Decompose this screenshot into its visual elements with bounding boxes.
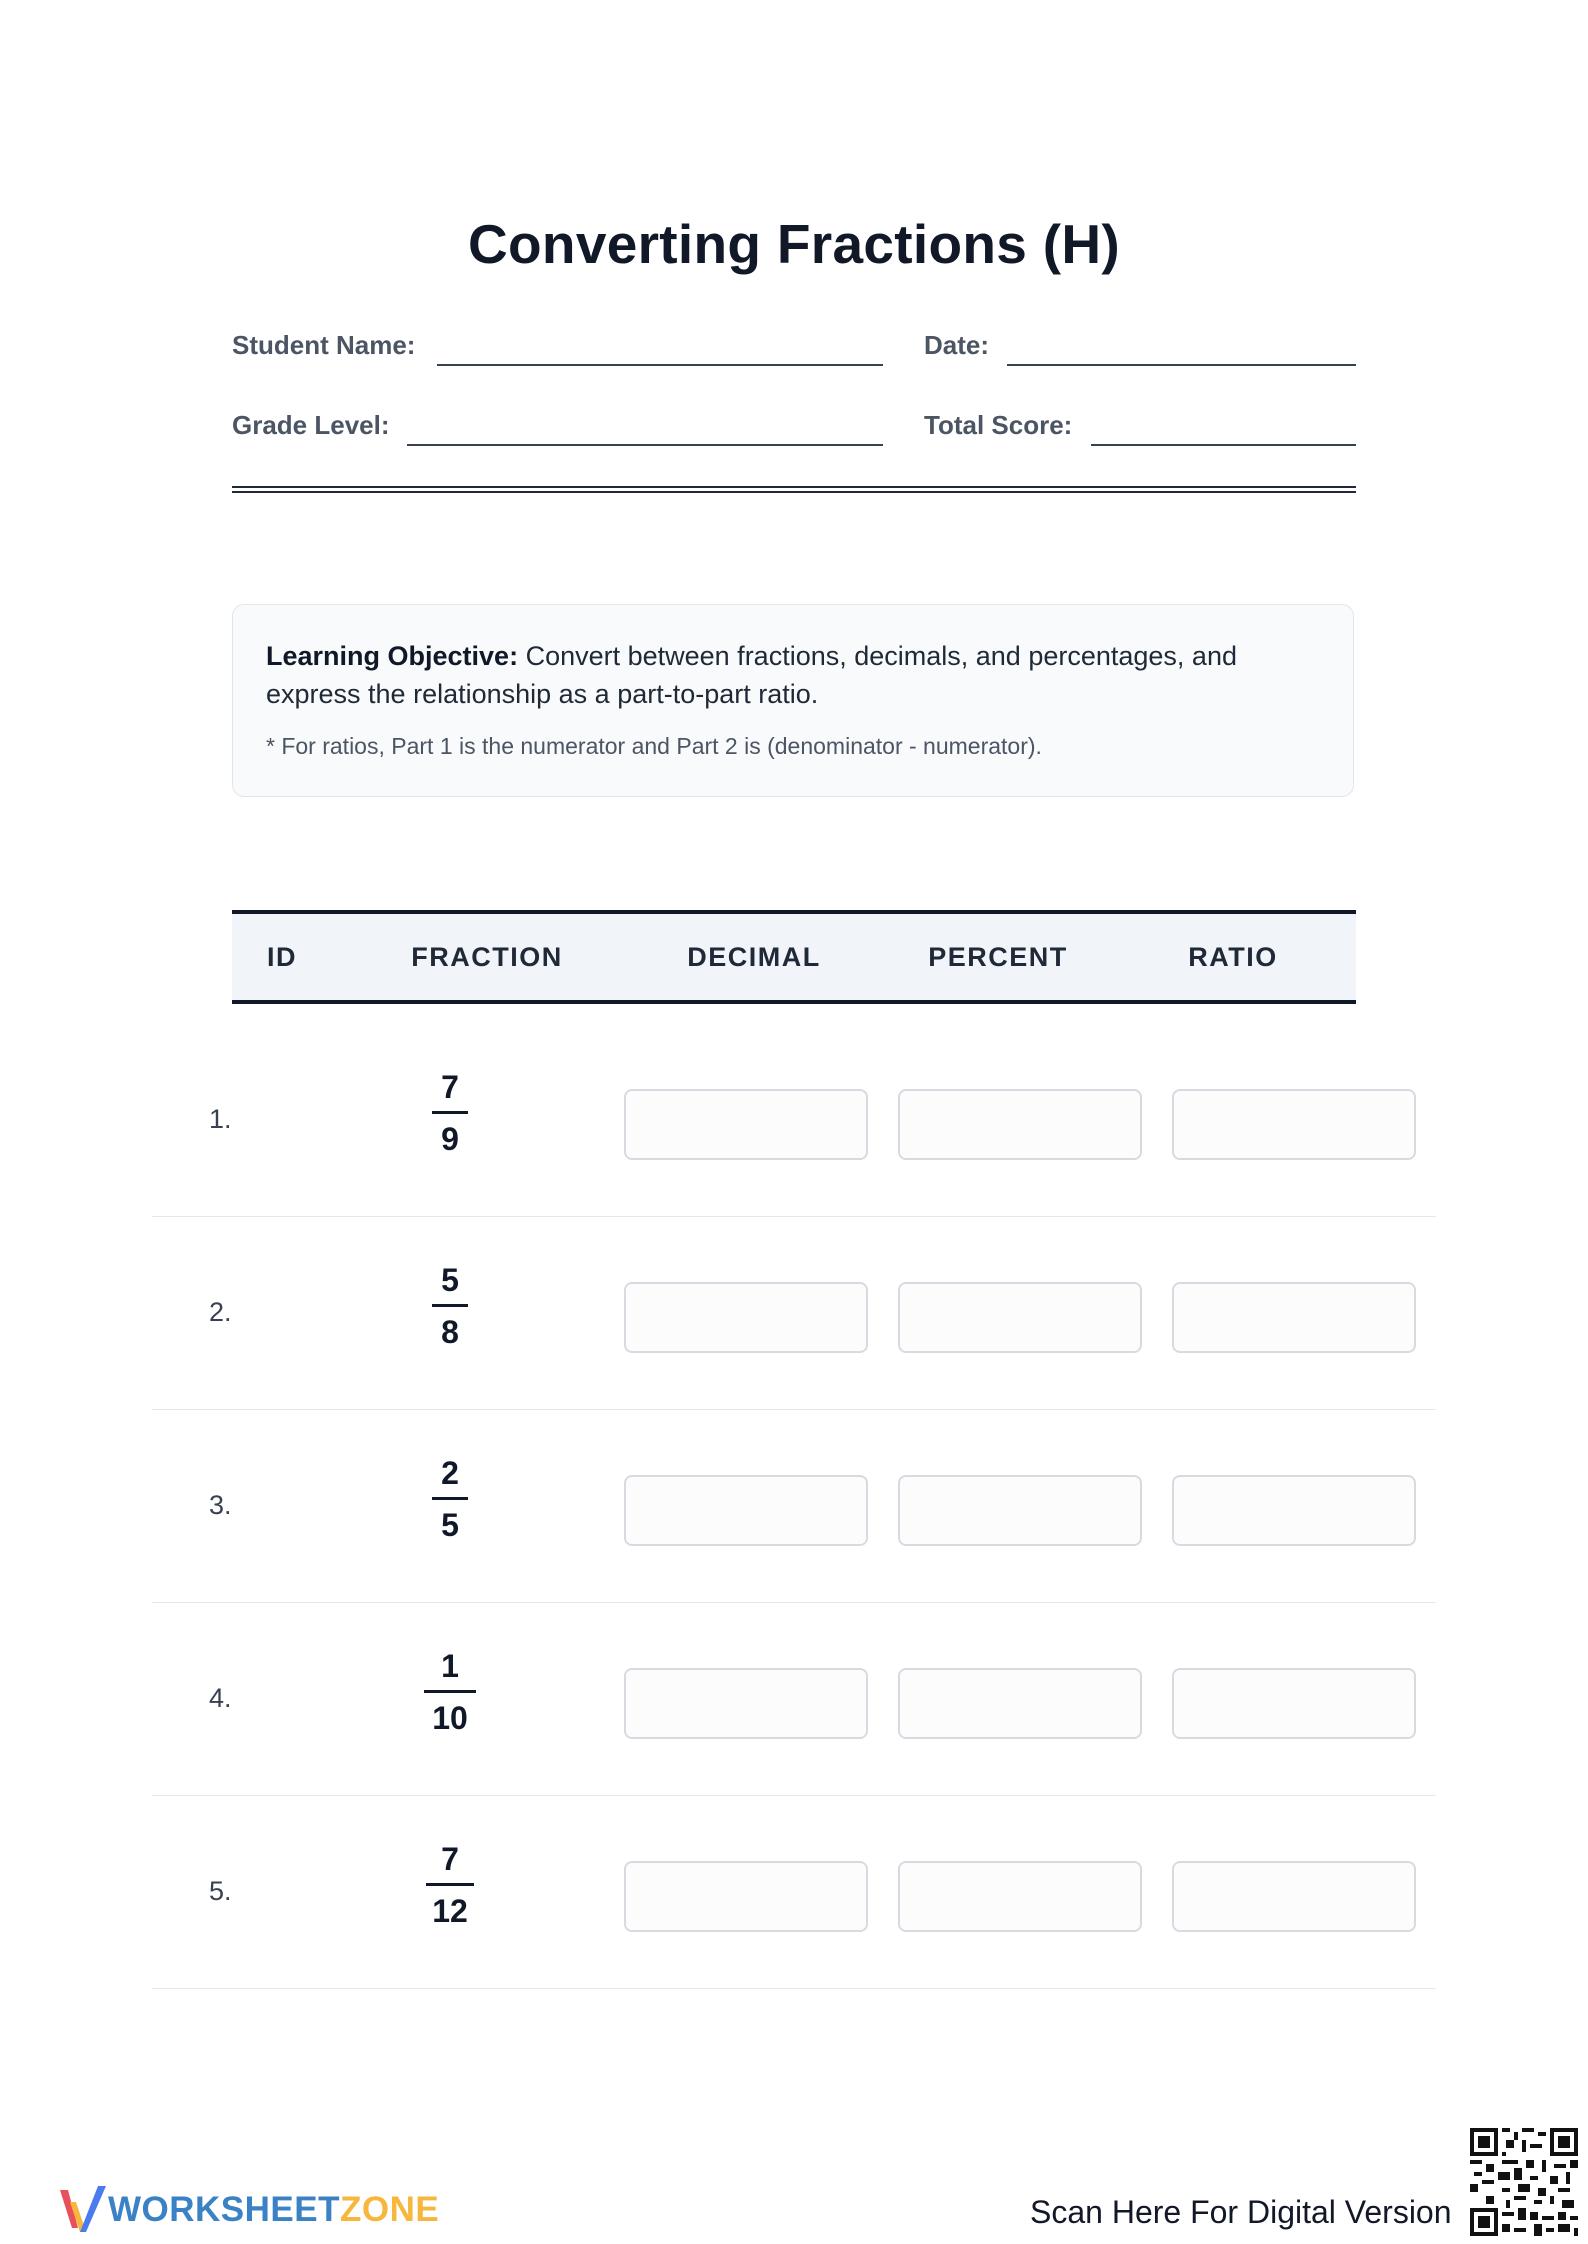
ratio-answer-box[interactable] — [1172, 1861, 1416, 1932]
decimal-answer-box[interactable] — [624, 1089, 868, 1160]
ratio-answer-box[interactable] — [1172, 1089, 1416, 1160]
objective-note: * For ratios, Part 1 is the numerator and Part 2 is (denominator - numerator). — [266, 733, 1042, 759]
fraction-bar — [424, 1690, 476, 1693]
decimal-answer-box[interactable] — [624, 1282, 868, 1353]
grade-level-line[interactable] — [407, 444, 883, 446]
row-id: 2. — [209, 1297, 232, 1327]
fraction-bar — [426, 1883, 474, 1886]
qr-code-icon[interactable] — [1470, 2128, 1578, 2236]
total-score-label: Total Score: — [924, 410, 1073, 440]
header-decimal: DECIMAL — [687, 942, 821, 972]
fraction-numerator: 7 — [441, 1841, 459, 1877]
ratio-answer-box[interactable] — [1172, 1282, 1416, 1353]
row-id: 1. — [209, 1104, 232, 1134]
student-name-label: Student Name: — [232, 330, 416, 360]
percent-answer-box[interactable] — [898, 1861, 1142, 1932]
learning-objective-box — [232, 604, 1354, 797]
objective-label: Learning Objective: — [266, 641, 519, 671]
decimal-answer-box[interactable] — [624, 1475, 868, 1546]
scan-instruction: Scan Here For Digital Version — [1030, 2194, 1452, 2230]
fraction-denominator: 12 — [432, 1893, 468, 1929]
table-row — [152, 1217, 1436, 1410]
header-divider — [232, 486, 1356, 493]
fraction-numerator: 7 — [441, 1069, 459, 1105]
fraction-bar — [432, 1111, 468, 1114]
fraction — [400, 1452, 500, 1546]
row-id: 5. — [209, 1876, 232, 1906]
header-id: ID — [267, 942, 297, 972]
page-title: Converting Fractions (H) — [468, 213, 1120, 275]
objective-body: Convert between fractions, decimals, and percentages, and express the relationship as a part-to-part ratio. — [266, 641, 1237, 709]
row-id: 4. — [209, 1683, 232, 1713]
worksheetzone-logo-icon — [58, 2182, 110, 2236]
ratio-answer-box[interactable] — [1172, 1668, 1416, 1739]
fraction-bar — [432, 1497, 468, 1500]
fraction-denominator: 8 — [441, 1314, 459, 1350]
fraction-bar — [432, 1304, 468, 1307]
objective-text — [266, 637, 1306, 713]
date-label: Date: — [924, 330, 990, 360]
fraction-denominator: 9 — [441, 1121, 459, 1157]
grade-level-label: Grade Level: — [232, 410, 390, 440]
ratio-answer-box[interactable] — [1172, 1475, 1416, 1546]
table-row — [152, 1410, 1436, 1603]
table-row — [152, 1024, 1436, 1217]
percent-answer-box[interactable] — [898, 1668, 1142, 1739]
total-score-line[interactable] — [1091, 444, 1356, 446]
fraction-numerator: 2 — [441, 1455, 459, 1491]
fraction — [400, 1645, 500, 1739]
fraction — [400, 1838, 500, 1932]
header-percent: PERCENT — [928, 942, 1068, 972]
fraction-numerator: 1 — [441, 1648, 459, 1684]
table-header — [232, 910, 1356, 1004]
brand-name — [108, 2190, 439, 2230]
header-ratio: RATIO — [1188, 942, 1278, 972]
brand-part-zone: ZONE — [340, 2190, 440, 2229]
row-id: 3. — [209, 1490, 232, 1520]
student-name-line[interactable] — [437, 364, 883, 366]
fraction-numerator: 5 — [441, 1262, 459, 1298]
table-row — [152, 1603, 1436, 1796]
fraction-denominator: 5 — [441, 1507, 459, 1543]
percent-answer-box[interactable] — [898, 1475, 1142, 1546]
brand-part-worksheet: WORKSHEET — [108, 2190, 340, 2229]
percent-answer-box[interactable] — [898, 1089, 1142, 1160]
fraction — [400, 1259, 500, 1353]
table-row — [152, 1796, 1436, 1989]
decimal-answer-box[interactable] — [624, 1668, 868, 1739]
percent-answer-box[interactable] — [898, 1282, 1142, 1353]
date-line[interactable] — [1007, 364, 1356, 366]
decimal-answer-box[interactable] — [624, 1861, 868, 1932]
fraction — [400, 1066, 500, 1160]
fraction-denominator: 10 — [432, 1700, 468, 1736]
header-fraction: FRACTION — [411, 942, 563, 972]
